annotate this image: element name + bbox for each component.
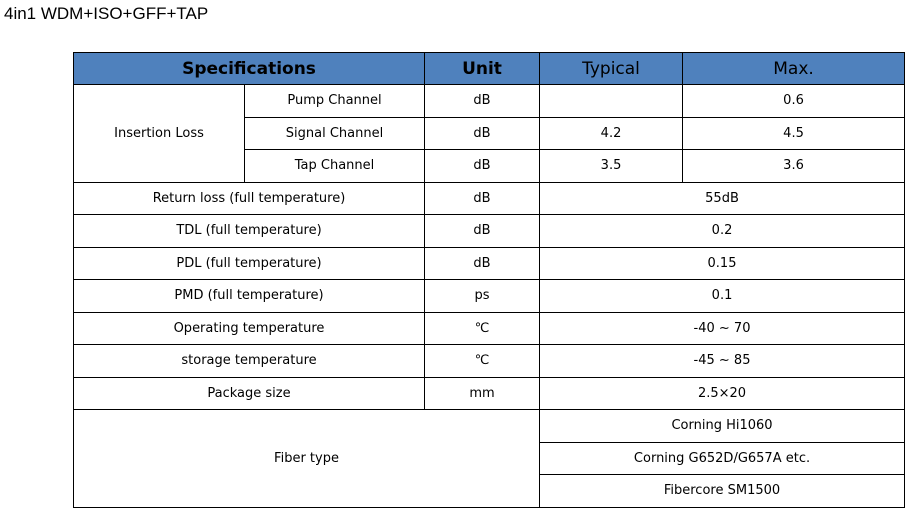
row-typical [540, 85, 683, 118]
row-typical: 3.5 [540, 150, 683, 183]
row-value: -45 ~ 85 [540, 345, 905, 378]
row-max: 4.5 [683, 117, 905, 150]
row-value: 55dB [540, 182, 905, 215]
table-row [74, 182, 905, 215]
header-max: Max. [683, 53, 905, 85]
row-unit: dB [425, 182, 540, 215]
row-value: -40 ~ 70 [540, 312, 905, 345]
row-unit: dB [425, 215, 540, 248]
table-row [74, 345, 905, 378]
table-row [74, 215, 905, 248]
header-row [74, 53, 905, 85]
row-unit: ℃ [425, 312, 540, 345]
row-name: Return loss (full temperature) [74, 182, 425, 215]
row-max: 0.6 [683, 85, 905, 118]
row-unit: ps [425, 280, 540, 313]
fiber-value: Corning G652D/G657A etc. [540, 442, 905, 475]
row-unit: ℃ [425, 345, 540, 378]
row-name: PMD (full temperature) [74, 280, 425, 313]
table-row [74, 247, 905, 280]
page-title: 4in1 WDM+ISO+GFF+TAP [4, 4, 209, 23]
table-row [74, 377, 905, 410]
table-row [74, 312, 905, 345]
row-name: PDL (full temperature) [74, 247, 425, 280]
row-name: Pump Channel [245, 85, 425, 118]
row-value: 2.5×20 [540, 377, 905, 410]
row-value: 0.1 [540, 280, 905, 313]
row-unit: mm [425, 377, 540, 410]
spec-table [73, 52, 905, 508]
row-name: Package size [74, 377, 425, 410]
row-typical: 4.2 [540, 117, 683, 150]
header-unit: Unit [425, 53, 540, 85]
row-value: 0.15 [540, 247, 905, 280]
table-row [74, 410, 905, 443]
row-unit: dB [425, 85, 540, 118]
row-unit: dB [425, 117, 540, 150]
insertion-loss-label: Insertion Loss [74, 85, 245, 183]
header-specifications: Specifications [74, 53, 425, 85]
fiber-value: Fibercore SM1500 [540, 475, 905, 508]
row-name: Tap Channel [245, 150, 425, 183]
row-unit: dB [425, 247, 540, 280]
table-row [74, 85, 905, 118]
row-name: storage temperature [74, 345, 425, 378]
header-typical: Typical [540, 53, 683, 85]
row-value: 0.2 [540, 215, 905, 248]
fiber-value: Corning Hi1060 [540, 410, 905, 443]
row-max: 3.6 [683, 150, 905, 183]
row-name: Operating temperature [74, 312, 425, 345]
row-name: Signal Channel [245, 117, 425, 150]
table-row [74, 280, 905, 313]
row-name: TDL (full temperature) [74, 215, 425, 248]
row-unit: dB [425, 150, 540, 183]
fiber-type-label: Fiber type [74, 410, 540, 508]
